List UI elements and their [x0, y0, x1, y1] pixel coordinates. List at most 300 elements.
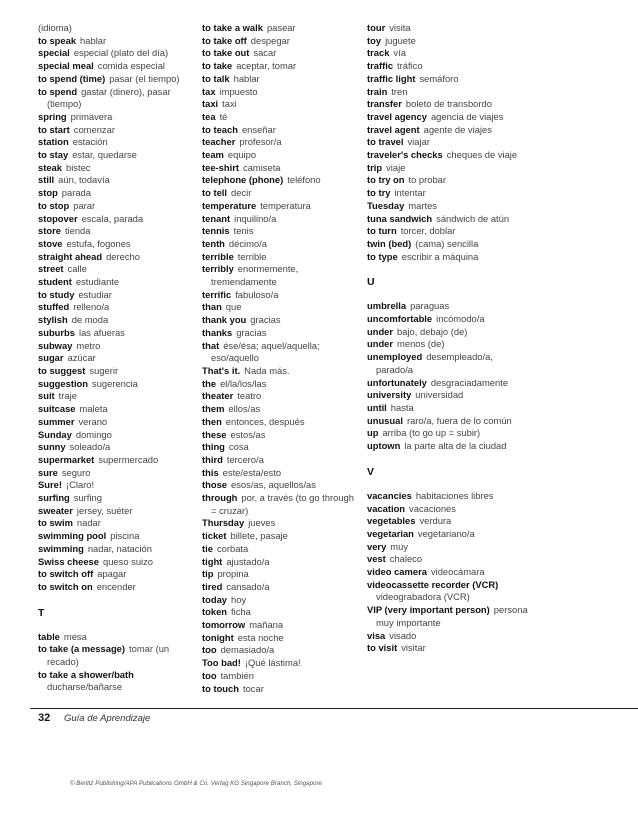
entry-translation: pasar (el tiempo): [109, 72, 180, 84]
entry-term: teacher: [202, 136, 236, 148]
entry-translation: sugerencia: [92, 377, 138, 389]
entry-translation: to probar: [408, 174, 447, 186]
glossary-entry: [38, 390, 203, 403]
entry-translation: fabuloso/a: [235, 288, 279, 300]
entry-translation: enormemente, tremendamente: [211, 263, 299, 288]
glossary-entry: [202, 619, 362, 632]
glossary-entry: [38, 429, 203, 442]
glossary-entry: [38, 568, 203, 581]
entry-translation: inquilino/a: [234, 212, 277, 224]
entry-translation: estudiante: [75, 276, 120, 288]
entry-term: to speak: [38, 34, 77, 46]
glossary-entry: [367, 515, 529, 528]
glossary-entry: [367, 402, 529, 415]
entry-term: taxi: [202, 98, 219, 110]
entry-translation: torcer, doblar: [400, 225, 456, 237]
glossary-entry: [367, 225, 529, 238]
entry-translation: profesor/a: [239, 136, 282, 148]
entry-term: uncomfortable: [367, 313, 433, 325]
entry-translation: aún, todavía: [58, 174, 110, 186]
glossary-entry: [202, 416, 362, 429]
entry-translation: este/esta/esto: [222, 466, 282, 478]
entry-term: store: [38, 225, 61, 237]
entry-term: sure: [38, 466, 58, 478]
glossary-entry: [202, 238, 362, 251]
entry-translation: seguro: [61, 466, 91, 478]
glossary-entry: [367, 251, 529, 264]
glossary-entry: [202, 60, 362, 73]
entry-translation: ficha: [231, 606, 251, 618]
glossary-entry: [202, 149, 362, 162]
entry-term: student: [38, 276, 72, 288]
entry-translation: esos/as, aquellos/as: [231, 479, 316, 491]
entry-term: traffic light: [367, 72, 416, 84]
glossary-entry: [202, 35, 362, 48]
entry-translation: habitaciones libres: [415, 489, 494, 501]
entry-term: Tuesday: [367, 199, 405, 211]
entry-term: very: [367, 540, 387, 552]
entry-translation: mañana: [249, 619, 284, 631]
glossary-entry: [38, 187, 203, 200]
entry-translation: agencia de viajes: [430, 110, 504, 122]
glossary-entry: [202, 403, 362, 416]
entry-translation: queso suizo: [102, 555, 154, 567]
entry-term: tenant: [202, 212, 231, 224]
entry-term: to talk: [202, 72, 230, 84]
entry-term: team: [202, 149, 224, 161]
entry-translation: desempleado/a, parado/a: [376, 351, 493, 375]
entry-term: to touch: [202, 682, 239, 694]
entry-translation: las afueras: [78, 326, 125, 338]
entry-translation: demasiado/a: [220, 644, 275, 656]
glossary-entry: [38, 479, 203, 492]
glossary-entry: [38, 22, 203, 35]
entry-translation: visita: [389, 22, 411, 33]
entry-term: third: [202, 453, 223, 465]
entry-term: sugar: [38, 352, 64, 364]
glossary-entry: [38, 225, 203, 238]
entry-term: swimming pool: [38, 530, 107, 542]
glossary-entry: [202, 174, 362, 187]
entry-translation: propina: [217, 568, 249, 580]
glossary-entry: [38, 441, 203, 454]
glossary-entry: [202, 22, 362, 35]
entry-translation: jueves: [248, 517, 276, 529]
entry-translation: estos/as: [230, 428, 266, 440]
entry-translation: vía: [393, 47, 406, 59]
glossary-entry: [202, 670, 362, 683]
entry-term: to spend: [38, 85, 78, 97]
entry-translation: maleta: [79, 403, 108, 415]
entry-term: subway: [38, 339, 73, 351]
glossary-entry: [38, 60, 203, 73]
glossary-entry: [202, 517, 362, 530]
entry-translation: ¡Claro!: [65, 479, 95, 491]
entry-translation: tenis: [233, 225, 254, 237]
copyright-notice: © Berlitz Publishing/APA Publications GmbH & Co. Verlag KG Singapore Branch, Singapore: [70, 780, 322, 787]
glossary-entry: [367, 86, 529, 99]
entry-term: train: [367, 85, 388, 97]
entry-term: token: [202, 606, 228, 618]
glossary-entry: [367, 162, 529, 175]
glossary-entry: [38, 162, 203, 175]
entry-translation: equipo: [227, 149, 257, 161]
entry-term: up: [367, 427, 379, 439]
entry-translation: sugerir: [89, 364, 119, 376]
glossary-entry: [367, 187, 529, 200]
glossary-entry: [202, 86, 362, 99]
glossary-entry: [38, 530, 203, 543]
entry-term: toy: [367, 34, 382, 46]
entry-translation: calle: [67, 263, 87, 275]
glossary-entry: [202, 136, 362, 149]
entry-term: the: [202, 377, 217, 389]
entry-term: stove: [38, 237, 63, 249]
glossary-entry: [202, 581, 362, 594]
entry-term: travel agent: [367, 123, 420, 135]
glossary-entry: [202, 644, 362, 657]
entry-translation: hasta: [390, 401, 414, 413]
glossary-entry: [367, 47, 529, 60]
entry-translation: estudiar: [78, 288, 112, 300]
entry-translation: aceptar, tomar: [236, 60, 297, 72]
entry-term: to tell: [202, 187, 227, 199]
entry-translation: tomar (un recado): [47, 643, 170, 668]
entry-translation: entonces, después: [225, 415, 305, 427]
entry-translation: jersey, suéter: [76, 504, 133, 516]
glossary-entry: [367, 427, 529, 440]
glossary-entry: [367, 326, 529, 339]
entry-translation: ¡Qué lástima!: [244, 657, 301, 669]
glossary-entry: [202, 429, 362, 442]
glossary-entry: [202, 73, 362, 86]
entry-term: too: [202, 644, 217, 656]
glossary-entry: [202, 568, 362, 581]
glossary-entry: [38, 581, 203, 594]
entry-translation: surfing: [73, 492, 102, 504]
entry-term: tennis: [202, 225, 230, 237]
entry-translation: impuesto: [219, 85, 258, 97]
entry-translation: pasear: [266, 22, 296, 33]
entry-term: ticket: [202, 530, 227, 542]
entry-term: visa: [367, 629, 386, 641]
entry-term: video camera: [367, 566, 427, 578]
entry-term: Thursday: [202, 517, 245, 529]
glossary-column-2: [202, 22, 362, 695]
entry-term: Sunday: [38, 428, 72, 440]
entry-term: then: [202, 415, 222, 427]
glossary-entry: [202, 98, 362, 111]
entry-translation: primavera: [70, 110, 113, 122]
entry-translation: escribir a máquina: [401, 250, 479, 262]
glossary-entry: [38, 238, 203, 251]
entry-translation: arriba (to go up = subir): [382, 427, 481, 439]
entry-translation: estar, quedarse: [72, 149, 137, 161]
entry-translation: teléfono: [287, 174, 321, 186]
glossary-entry: [202, 263, 362, 288]
entry-translation: taxi: [222, 98, 237, 110]
entry-term: vacation: [367, 502, 406, 514]
glossary-entry: [202, 314, 362, 327]
entry-term: travel agency: [367, 110, 427, 122]
entry-term: terrible: [202, 250, 234, 262]
entry-term: to switch on: [38, 580, 93, 592]
entry-term: to teach: [202, 123, 238, 135]
entry-translation: tocar: [242, 682, 264, 694]
entry-term: to stop: [38, 199, 70, 211]
glossary-entry: [367, 440, 529, 453]
entry-term: summer: [38, 415, 75, 427]
glossary-entry: [202, 365, 362, 378]
entry-term: twin (bed): [367, 237, 412, 249]
entry-term: to suggest: [38, 364, 86, 376]
glossary-entry: [38, 301, 203, 314]
glossary-entry: [202, 378, 362, 391]
entry-translation: nadar, natación: [87, 542, 152, 554]
glossary-entry: [38, 200, 203, 213]
entry-term: table: [38, 630, 60, 642]
glossary-entry: [38, 289, 203, 302]
entry-term: special meal: [38, 60, 94, 72]
glossary-entry: [202, 606, 362, 619]
glossary-entry: [202, 556, 362, 569]
glossary-entry: [38, 505, 203, 518]
entry-translation: videograbadora (VCR): [376, 591, 470, 603]
entry-term: swimming: [38, 542, 84, 554]
glossary-entry: [202, 200, 362, 213]
entry-translation: ajustado/a: [226, 555, 270, 567]
entry-term: vegetables: [367, 515, 416, 527]
entry-translation: (idioma): [38, 22, 72, 33]
glossary-entry: [202, 492, 362, 517]
entry-translation: por, a través (to go through = cruzar): [211, 492, 354, 516]
entry-translation: menos (de): [397, 338, 445, 350]
entry-term: stopover: [38, 212, 78, 224]
glossary-entry: [38, 631, 203, 644]
entry-translation: nadar: [76, 517, 101, 529]
entry-translation: bajo, debajo (de): [397, 325, 468, 337]
entry-translation: de moda: [71, 314, 109, 326]
glossary-entry: [202, 187, 362, 200]
entry-term: unfortunately: [367, 376, 427, 388]
entry-term: terribly: [202, 263, 234, 275]
entry-translation: corbata: [216, 542, 249, 554]
glossary-entry: [38, 352, 203, 365]
entry-term: under: [367, 325, 394, 337]
glossary-entry: [367, 124, 529, 137]
entry-translation: muy: [390, 540, 409, 552]
glossary-entry: [202, 213, 362, 226]
entry-translation: mesa: [63, 630, 87, 642]
entry-term: trip: [367, 161, 383, 173]
entry-translation: gracias: [250, 314, 281, 326]
glossary-entry: [367, 213, 529, 226]
entry-translation: desgraciadamente: [430, 376, 509, 388]
entry-term: to take: [202, 60, 233, 72]
entry-term: to start: [38, 123, 70, 135]
entry-translation: parar: [73, 199, 96, 211]
entry-term: special: [38, 47, 70, 59]
glossary-entry: [367, 313, 529, 326]
entry-term: those: [202, 479, 228, 491]
glossary-column-1: [38, 22, 203, 694]
glossary-entry: [38, 403, 203, 416]
entry-translation: encender: [96, 580, 136, 592]
glossary-entry: [38, 340, 203, 353]
entry-term: tenth: [202, 237, 225, 249]
glossary-entry: [202, 479, 362, 492]
glossary-entry: [38, 454, 203, 467]
glossary-entry: [38, 467, 203, 480]
glossary-entry: [38, 86, 203, 111]
glossary-entry: [367, 98, 529, 111]
glossary-entry: [202, 467, 362, 480]
entry-translation: parada: [61, 187, 91, 199]
glossary-entry: [38, 136, 203, 149]
entry-translation: gastar (dinero), pasar (tiempo): [47, 85, 171, 110]
entry-translation: visado: [389, 629, 417, 641]
entry-translation: apagar: [97, 568, 127, 580]
glossary-entry: [367, 136, 529, 149]
entry-term: to swim: [38, 517, 73, 529]
entry-term: supermarket: [38, 453, 95, 465]
entry-term: thanks: [202, 326, 233, 338]
entry-term: steak: [38, 161, 62, 173]
glossary-entry: [202, 301, 362, 314]
entry-translation: hoy: [231, 593, 247, 605]
glossary-entry: [38, 314, 203, 327]
glossary-entry: [367, 338, 529, 351]
glossary-entry: [38, 35, 203, 48]
glossary-entry: [367, 174, 529, 187]
entry-term: that: [202, 339, 220, 351]
glossary-entry: [202, 327, 362, 340]
entry-term: them: [202, 403, 225, 415]
glossary-entry: [38, 669, 203, 694]
glossary-entry: [38, 111, 203, 124]
entry-term: Swiss cheese: [38, 555, 99, 567]
entry-term: tired: [202, 580, 223, 592]
entry-term: to take a shower/bath: [38, 668, 134, 680]
entry-term: this: [202, 466, 219, 478]
entry-term: until: [367, 401, 387, 413]
glossary-entry: [202, 111, 362, 124]
page-number: 32: [38, 712, 51, 724]
entry-term: to take (a message): [38, 643, 126, 655]
entry-translation: estación: [72, 136, 108, 148]
entry-translation: hablar: [80, 34, 107, 46]
entry-translation: videocámara: [430, 566, 485, 578]
entry-translation: intentar: [394, 187, 426, 199]
entry-term: tomorrow: [202, 619, 246, 631]
entry-translation: paraguas: [410, 300, 450, 312]
glossary-entry: [367, 566, 529, 579]
entry-term: still: [38, 174, 55, 186]
entry-translation: decir: [231, 187, 252, 199]
entry-translation: ése/ésa; aquel/aquella; eso/aquello: [211, 339, 320, 364]
entry-term: terrific: [202, 288, 232, 300]
entry-translation: tren: [391, 85, 408, 97]
entry-term: vest: [367, 553, 386, 565]
entry-term: than: [202, 301, 222, 313]
entry-translation: metro: [76, 339, 101, 351]
glossary-entry: [367, 300, 529, 313]
glossary-entry: [38, 365, 203, 378]
entry-translation: la parte alta de la ciudad: [404, 440, 507, 452]
entry-translation: Nada más.: [244, 364, 290, 376]
entry-translation: universidad: [415, 389, 464, 401]
entry-term: tour: [367, 22, 386, 33]
entry-translation: comenzar: [73, 123, 115, 135]
glossary-entry: [202, 683, 362, 696]
entry-term: too: [202, 669, 217, 681]
entry-translation: bistec: [65, 161, 91, 173]
entry-term: to take a walk: [202, 22, 263, 33]
glossary-entry: [367, 389, 529, 402]
glossary-entry: [38, 643, 203, 668]
entry-term: tax: [202, 85, 216, 97]
glossary-entry: [38, 124, 203, 137]
glossary-entry: [202, 632, 362, 645]
entry-term: unemployed: [367, 351, 423, 363]
entry-term: stuffed: [38, 301, 70, 313]
entry-term: spring: [38, 110, 67, 122]
section-letter: U: [367, 276, 375, 289]
entry-translation: que: [225, 301, 242, 313]
glossary-entry: [367, 630, 529, 643]
entry-term: sunny: [38, 441, 66, 453]
entry-translation: viajar: [407, 136, 430, 148]
entry-term: surfing: [38, 492, 70, 504]
entry-term: Sure!: [38, 479, 62, 491]
entry-translation: ellos/as: [228, 403, 261, 415]
glossary-entry: [202, 340, 362, 365]
entry-translation: gracias: [236, 326, 267, 338]
entry-term: suggestion: [38, 377, 89, 389]
glossary-entry: [367, 73, 529, 86]
glossary-entry: [367, 604, 529, 629]
entry-term: vacancies: [367, 489, 412, 501]
glossary-entry: [367, 111, 529, 124]
entry-term: tight: [202, 555, 223, 567]
entry-term: to stay: [38, 149, 69, 161]
entry-translation: hablar: [233, 72, 260, 84]
glossary-entry: [38, 556, 203, 569]
entry-translation: vacaciones: [409, 502, 456, 514]
entry-translation: temperatura: [260, 199, 311, 211]
entry-term: traffic: [367, 60, 394, 72]
entry-term: sweater: [38, 504, 73, 516]
entry-term: telephone (phone): [202, 174, 284, 186]
glossary-entry: [367, 553, 529, 566]
glossary-entry: [202, 594, 362, 607]
glossary-entry: [38, 543, 203, 556]
entry-term: straight ahead: [38, 250, 103, 262]
entry-term: videocassette recorder (VCR): [367, 578, 499, 590]
entry-term: to try: [367, 187, 391, 199]
glossary-entry: [367, 377, 529, 390]
glossary-entry: [38, 73, 203, 86]
entry-term: vegetarian: [367, 527, 414, 539]
entry-translation: tercero/a: [226, 453, 264, 465]
entry-term: VIP (very important person): [367, 604, 490, 616]
glossary-column-3: [367, 22, 529, 655]
section-letter: T: [38, 606, 45, 619]
entry-term: stop: [38, 187, 58, 199]
entry-term: uptown: [367, 440, 401, 452]
glossary-entry: [38, 327, 203, 340]
entry-term: umbrella: [367, 300, 407, 312]
